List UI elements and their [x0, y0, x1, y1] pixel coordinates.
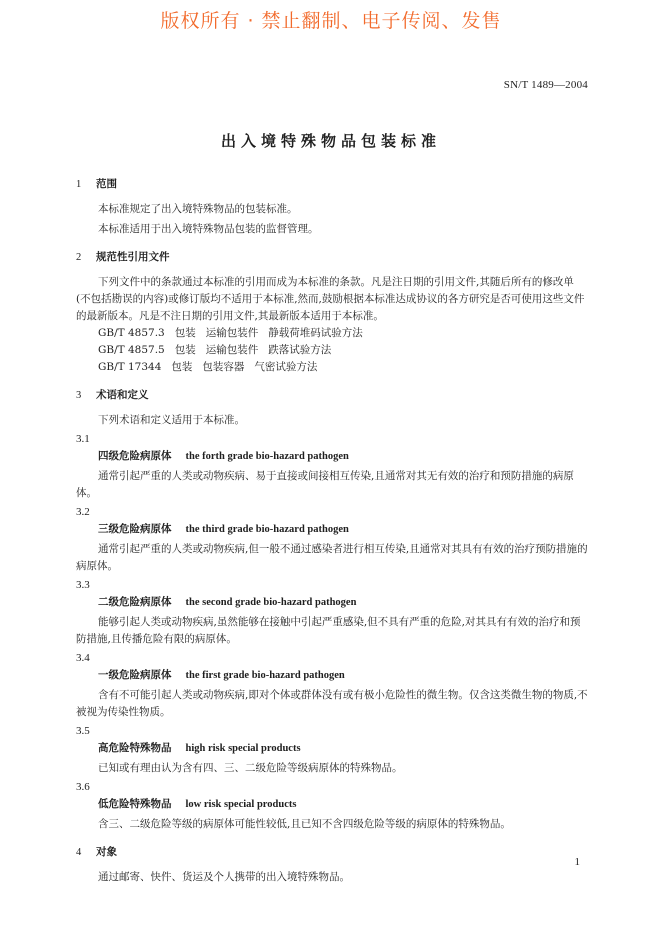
- term-name: [76, 796, 588, 813]
- section-number: 4: [76, 847, 82, 858]
- term-name: [76, 740, 588, 757]
- term-number: 3.2: [76, 506, 90, 518]
- term-definition: 已知或有理由认为含有四、三、二级危险等级病原体的特殊物品。: [98, 762, 403, 774]
- section-2-heading: [76, 249, 588, 266]
- term-definition: 通常引起严重的人类或动物疾病,但一般不通过感染者进行相互传染,且通常对其具有有效的治疗预防措施的病原体。: [76, 543, 588, 572]
- term-zh: 一级危险病原体: [98, 669, 172, 681]
- term-zh: 高危险特殊物品: [98, 742, 172, 754]
- scope-objects-paragraph: 通过邮寄、快件、货运及个人携带的出入境特殊物品。: [98, 871, 350, 883]
- reference-item: [76, 342, 588, 359]
- reference-code: GB/T 17344: [98, 361, 162, 373]
- term-definition: 含有不可能引起人类或动物疾病,即对个体或群体没有或有极小危险性的微生物。仅含这类微生物的物质,不被视为传染性物质。: [76, 689, 588, 718]
- document-body: [76, 176, 588, 886]
- term-en: the first grade bio-hazard pathogen: [185, 670, 345, 681]
- term-number: 3.6: [76, 781, 90, 793]
- reference-part: 静载荷堆码试验方法: [268, 327, 363, 339]
- term-en: the third grade bio-hazard pathogen: [185, 524, 349, 535]
- reference-part: 包装: [174, 327, 196, 339]
- section-3-heading: [76, 387, 588, 404]
- section-title: 规范性引用文件: [96, 251, 170, 263]
- section-number: 3: [76, 390, 82, 401]
- reference-code: GB/T 4857.3: [98, 327, 165, 339]
- term-number: 3.1: [76, 433, 90, 445]
- scope-paragraph: 本标准适用于出入境特殊物品包装的监督管理。: [98, 223, 319, 235]
- term-number: 3.5: [76, 725, 90, 737]
- section-number: 2: [76, 252, 82, 263]
- reference-part: 包装: [174, 344, 196, 356]
- term-en: the second grade bio-hazard pathogen: [185, 597, 357, 608]
- page-number: 1: [574, 856, 580, 868]
- term-name: [76, 594, 588, 611]
- term-definition: 含三、二级危险等级的病原体可能性较低,且已知不含四级危险等级的病原体的特殊物品。: [98, 818, 511, 830]
- term-name: [76, 448, 588, 465]
- reference-part: 包装: [171, 361, 193, 373]
- section-number: 1: [76, 179, 82, 190]
- terms-intro: 下列术语和定义适用于本标准。: [98, 414, 245, 426]
- term-en: high risk special products: [185, 743, 301, 754]
- term-zh: 四级危险病原体: [98, 450, 172, 462]
- reference-item: [76, 359, 588, 376]
- references-intro: 下列文件中的条款通过本标准的引用而成为本标准的条款。凡是注日期的引用文件,其随后所有的修改单(不包括勘误的内容)或修订版均不适用于本标准,然而,鼓励根据本标准达成协议的各方研究是否可使用这些文件的最新版本。凡是不注日期的引用文件,其最新版本适用于本标准。: [76, 276, 585, 322]
- term-en: the forth grade bio-hazard pathogen: [185, 451, 349, 462]
- term-number: 3.3: [76, 579, 90, 591]
- term-zh: 三级危险病原体: [98, 523, 172, 535]
- document-title: 出入境特殊物品包装标准: [220, 132, 441, 150]
- reference-part: 气密试验方法: [254, 361, 318, 373]
- scope-paragraph: 本标准规定了出入境特殊物品的包装标准。: [98, 203, 298, 215]
- reference-part: 跌落试验方法: [268, 344, 332, 356]
- reference-part: 包装容器: [202, 361, 245, 373]
- term-number: 3.4: [76, 652, 90, 664]
- reference-code: GB/T 4857.5: [98, 344, 165, 356]
- reference-part: 运输包装件: [205, 344, 259, 356]
- term-zh: 二级危险病原体: [98, 596, 172, 608]
- section-title: 术语和定义: [96, 389, 149, 401]
- term-name: [76, 521, 588, 538]
- term-zh: 低危险特殊物品: [98, 798, 172, 810]
- copyright-watermark: 版权所有 · 禁止翻制、电子传阅、发售: [160, 10, 502, 32]
- term-definition: 通常引起严重的人类或动物疾病、易于直接或间接相互传染,且通常对其无有效的治疗和预防措施的病原体。: [76, 470, 574, 499]
- section-1-heading: [76, 176, 588, 193]
- reference-part: 运输包装件: [205, 327, 259, 339]
- section-title: 范围: [96, 178, 117, 190]
- standard-code: SN/T 1489—2004: [503, 79, 588, 91]
- term-name: [76, 667, 588, 684]
- section-title: 对象: [96, 846, 117, 858]
- section-4-heading: [76, 844, 588, 861]
- reference-item: [76, 325, 588, 342]
- term-en: low risk special products: [185, 799, 297, 810]
- term-definition: 能够引起人类或动物疾病,虽然能够在接触中引起严重感染,但不具有严重的危险,对其具有有效的治疗和预防措施,且传播危险有限的病原体。: [76, 616, 581, 645]
